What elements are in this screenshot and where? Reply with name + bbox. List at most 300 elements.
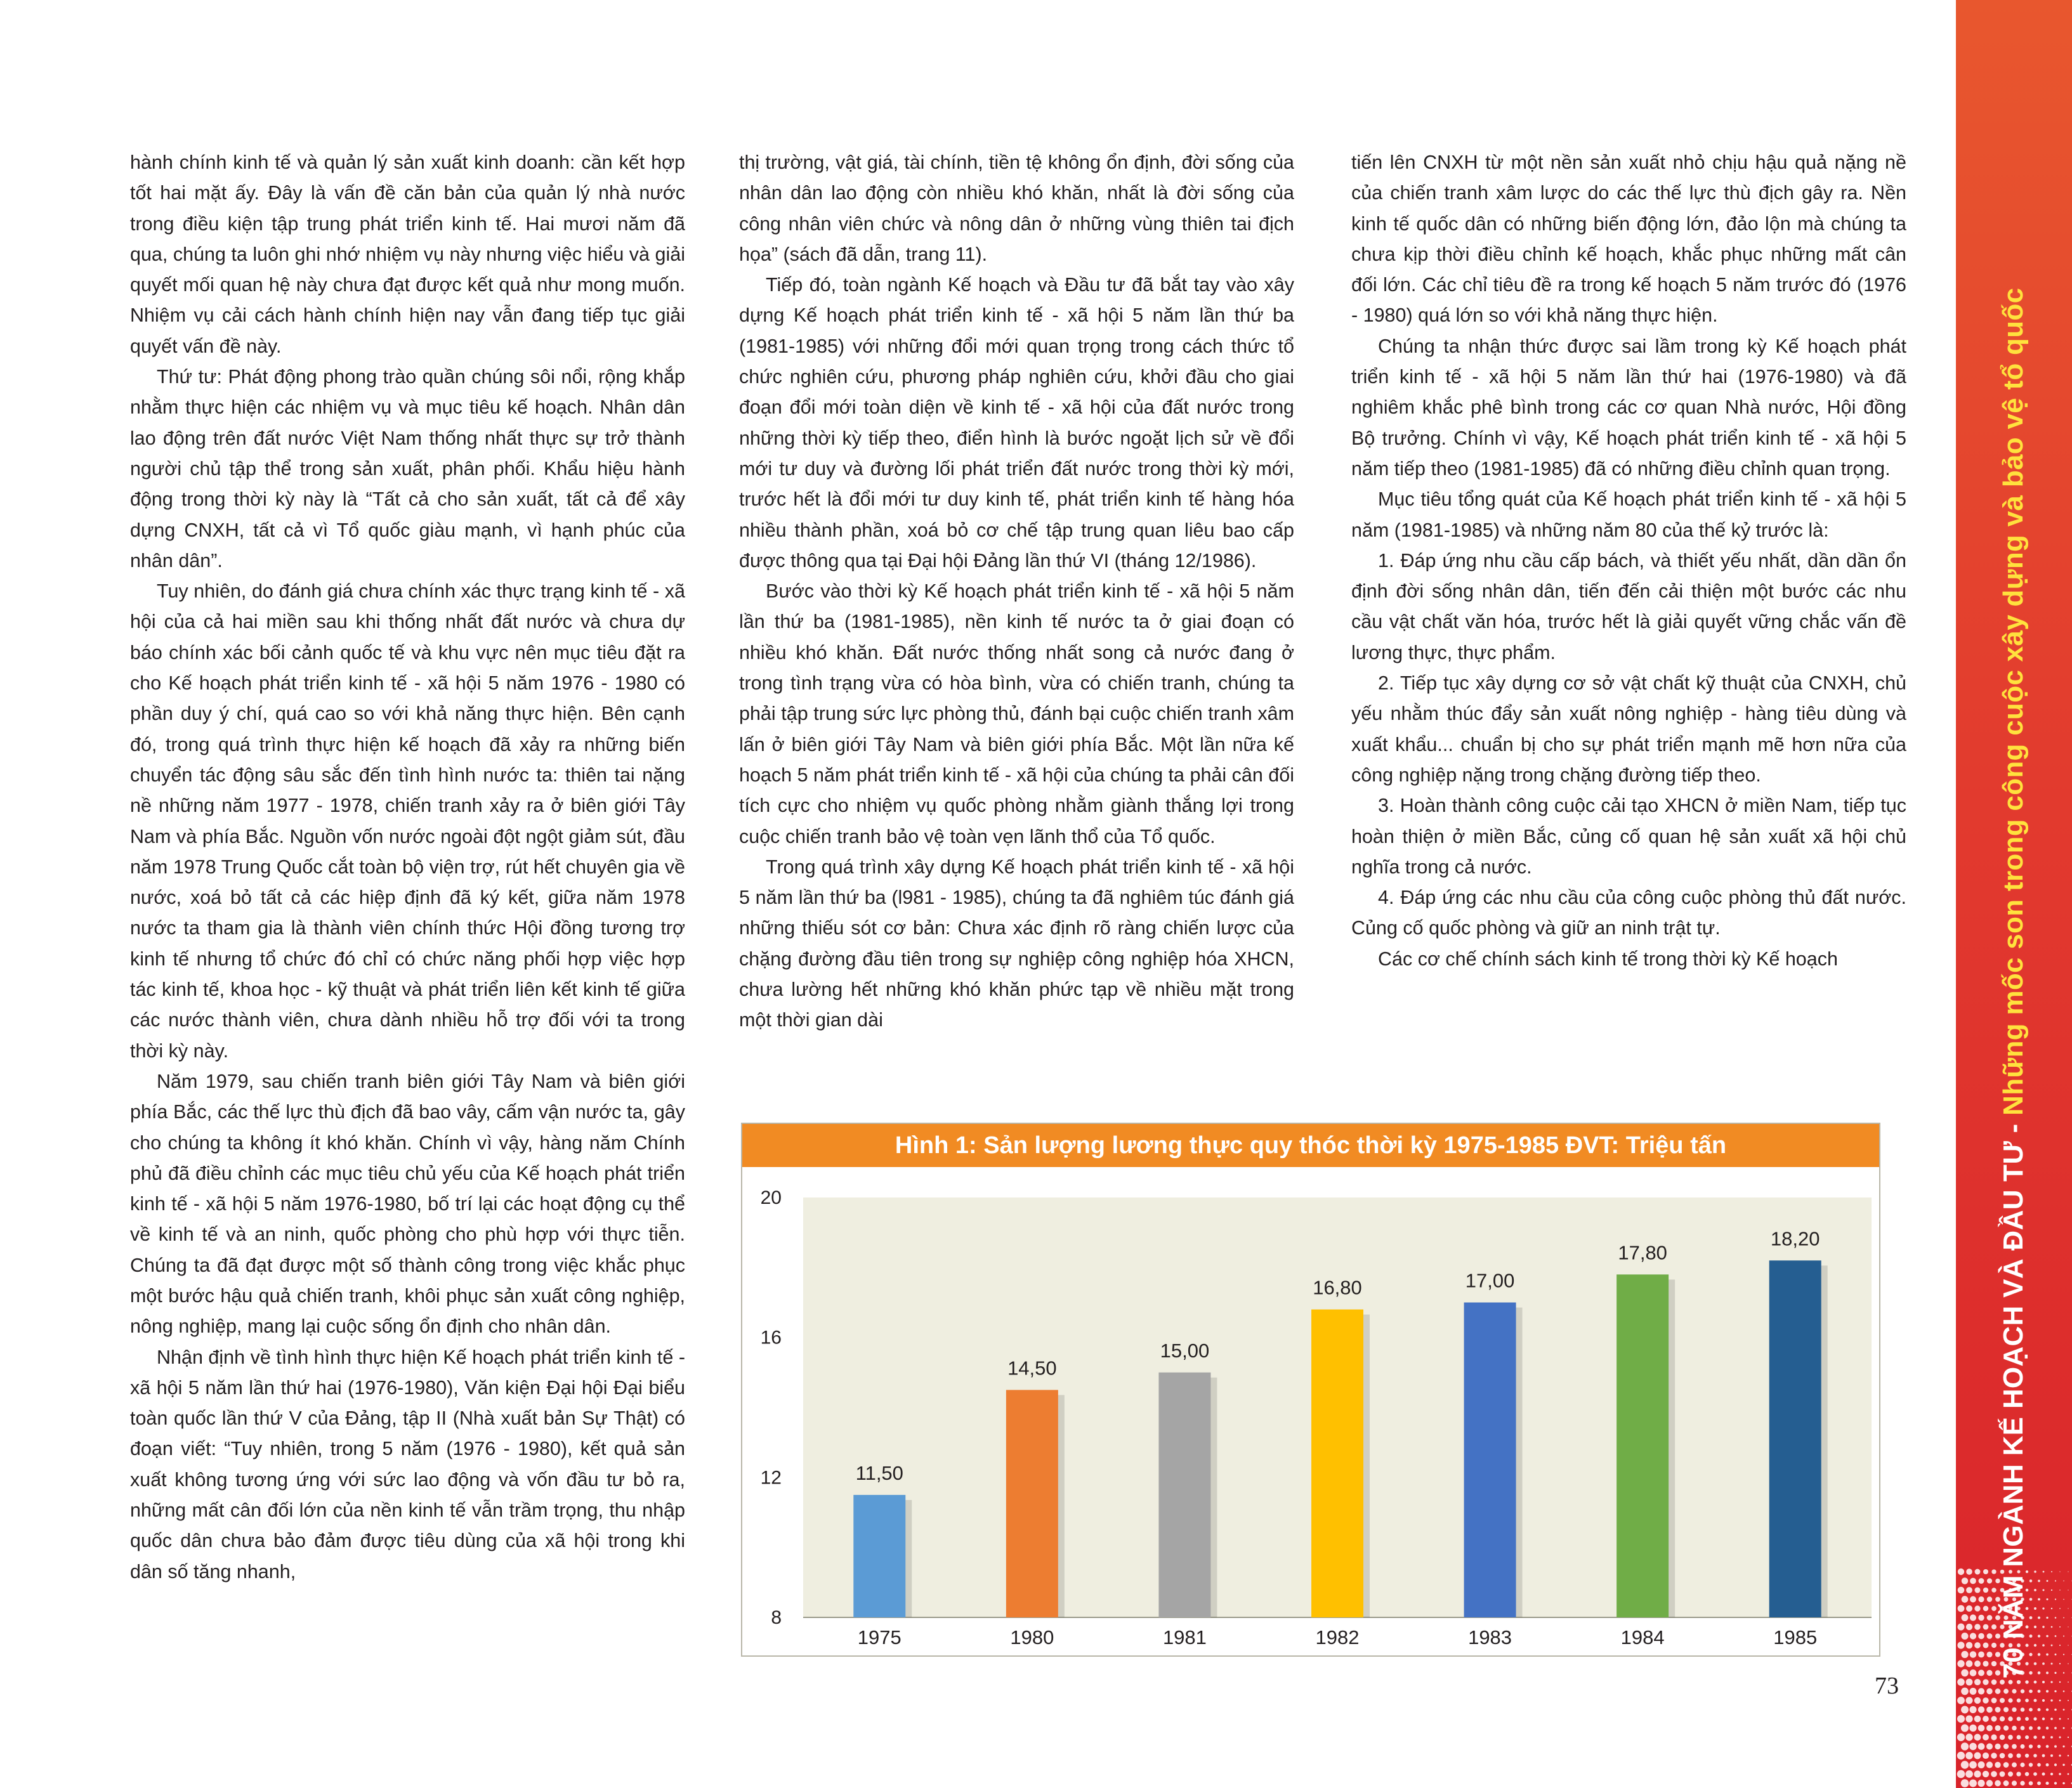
halftone-dot xyxy=(1974,1679,1981,1685)
halftone-dot xyxy=(1969,1706,1976,1713)
halftone-dot xyxy=(1991,1661,1997,1666)
halftone-dot xyxy=(2003,1780,2009,1786)
halftone-dot xyxy=(1978,1743,1985,1750)
halftone-dot xyxy=(1977,1780,1984,1787)
halftone-dot xyxy=(1961,1706,1969,1714)
halftone-dot xyxy=(2046,1708,2049,1711)
halftone-dot xyxy=(1965,1715,1972,1722)
halftone-dot xyxy=(2059,1718,2061,1720)
halftone-dot xyxy=(1983,1771,1989,1777)
halftone-dot xyxy=(2012,1726,2017,1731)
halftone-dot xyxy=(2025,1754,2029,1758)
halftone-dot xyxy=(1991,1624,1997,1629)
halftone-dot xyxy=(1974,1642,1981,1648)
halftone-dot xyxy=(2034,1626,2036,1628)
halftone-dot xyxy=(2050,1773,2053,1775)
halftone-dot xyxy=(1991,1643,1997,1648)
halftone-dot xyxy=(1987,1596,1992,1602)
halftone-dot xyxy=(2059,1754,2061,1756)
text-column-3 xyxy=(1351,147,1906,974)
halftone-dot xyxy=(2050,1718,2053,1720)
halftone-dot xyxy=(2034,1699,2037,1702)
halftone-dot xyxy=(1991,1771,1997,1777)
halftone-dot xyxy=(1983,1624,1989,1630)
halftone-dot xyxy=(1974,1605,1980,1611)
data-label: 15,00 xyxy=(1160,1339,1210,1362)
halftone-dot xyxy=(1965,1752,1973,1759)
paragraph: hành chính kinh tế và quản lý sản xuất kinh doanh: cần kết hợp tốt hai mặt ấy. Đây là vấn đề căn bản của quản lý nhà nước trong điều kiện tập trung phát triển kinh tế. Hai mươi năm đã qua, chúng ta luôn ghi nhớ nhiệm vụ này nhưng việc hiểu và giải quyết mối quan hệ này chưa đạt được kết quả như mong muốn. Nhiệm vụ cải cách hành chính hiện nay vẫn đang tiếp tục giải quyết vấn đề này. xyxy=(130,152,685,357)
bar-1982 xyxy=(1311,1310,1363,1617)
halftone-dot xyxy=(1970,1614,1976,1621)
bar-1983 xyxy=(1464,1303,1516,1618)
halftone-dot xyxy=(1974,1734,1981,1741)
bar-1980 xyxy=(1006,1390,1058,1617)
halftone-dot xyxy=(1991,1734,1997,1740)
halftone-dot xyxy=(2025,1717,2029,1721)
paragraph: Tuy nhiên, do đánh giá chưa chính xác thực trạng kinh tế - xã hội của cả hai miền sau khi thống nhất đất nước và chưa dự báo chính xác bối cảnh quốc tế và khu vực nên mục tiêu đặt ra cho Kế hoạch phát triển kinh tế - xã hội 5 năm 1976 - 1980 có phần duy ý chí, quá cao so với khả năng thực hiện. Bên cạnh đó, trong quá trình thực hiện kế hoạch đã xảy ra những biến chuyển tác động sâu sắc đến tình hình nước ta: thiên tai nặng nề những năm 1977 - 1978, chiến tranh xảy ra ở biên giới Tây Nam và phía Bắc. Nguồn vốn nước ngoài đột ngột giảm sút, đầu năm 1978 Trung Quốc cắt toàn bộ viện trợ, rút hết chuyên gia về nước, xoá bỏ tất cả các hiệp định đã ký kết, giữa năm 1978 nước ta tham gia là thành viên chính thức Hội đồng tương trợ kinh tế nhưng tổ chức đó chỉ có chức năng phối hợp việc hợp tác kinh tế, khoa học - kỹ thuật và phát triển liên kết kinh tế giữa các nước thành viên, chưa dành nhiều hỗ trợ đối với ta trong thời kỳ này. xyxy=(130,580,685,1062)
halftone-dot xyxy=(1970,1651,1977,1658)
halftone-dot xyxy=(1986,1780,1993,1786)
halftone-dot xyxy=(1983,1643,1989,1648)
halftone-dot xyxy=(1986,1670,1992,1676)
halftone-dot xyxy=(2003,1744,2009,1749)
halftone-dot xyxy=(2046,1763,2049,1766)
halftone-dot xyxy=(2047,1580,2049,1582)
halftone-dot xyxy=(2050,1662,2052,1664)
halftone-dot xyxy=(1957,1715,1965,1723)
halftone-dot xyxy=(1970,1578,1976,1584)
halftone-dot xyxy=(2016,1772,2021,1776)
halftone-dot xyxy=(1986,1652,1992,1657)
data-label: 17,00 xyxy=(1465,1269,1515,1292)
halftone-dot xyxy=(1995,1744,2000,1749)
halftone-dot xyxy=(2003,1725,2009,1730)
halftone-dot xyxy=(1957,1641,1964,1648)
halftone-dot xyxy=(2043,1571,2045,1573)
halftone-dot xyxy=(1965,1697,1972,1704)
halftone-dot xyxy=(2055,1635,2057,1637)
bar-1981 xyxy=(1158,1373,1210,1617)
side-title xyxy=(1998,288,2029,1679)
halftone-dot xyxy=(2008,1680,2012,1684)
x-tick-label: 1981 xyxy=(1162,1626,1207,1648)
halftone-dot xyxy=(2016,1753,2021,1758)
y-tick-label: 20 xyxy=(760,1187,782,1208)
halftone-dot xyxy=(1991,1752,1997,1758)
halftone-dot xyxy=(2038,1580,2040,1582)
halftone-dot xyxy=(2025,1772,2029,1777)
halftone-dot xyxy=(1966,1569,1972,1575)
halftone-dot xyxy=(1969,1780,1977,1787)
x-tick-label: 1980 xyxy=(1010,1626,1054,1648)
halftone-dot xyxy=(1991,1680,1997,1685)
halftone-dot xyxy=(1970,1688,1977,1695)
halftone-dot xyxy=(2029,1653,2032,1656)
halftone-dot xyxy=(1991,1698,1997,1704)
halftone-dot xyxy=(2054,1727,2057,1730)
halftone-dot xyxy=(2059,1681,2061,1683)
halftone-dot xyxy=(2055,1580,2056,1581)
halftone-dot xyxy=(1966,1587,1972,1593)
y-tick-label: 16 xyxy=(760,1327,782,1348)
halftone-dot xyxy=(2042,1626,2044,1628)
halftone-dot xyxy=(2042,1644,2045,1647)
halftone-dot xyxy=(1961,1724,1969,1732)
halftone-dot xyxy=(1957,1752,1965,1759)
halftone-dot xyxy=(1983,1752,1989,1759)
halftone-dot xyxy=(1974,1587,1980,1593)
halftone-dot xyxy=(2037,1763,2041,1767)
halftone-dot xyxy=(2037,1745,2040,1748)
halftone-dot xyxy=(2008,1716,2012,1721)
halftone-dot xyxy=(1978,1615,1984,1621)
halftone-dot xyxy=(2033,1754,2037,1758)
x-tick-label: 1985 xyxy=(1773,1626,1818,1648)
halftone-dot xyxy=(2017,1680,2021,1684)
halftone-dot xyxy=(2059,1589,2060,1590)
halftone-dot xyxy=(2034,1681,2037,1684)
halftone-dot xyxy=(2003,1707,2009,1712)
halftone-dot xyxy=(1995,1688,2001,1694)
chart-title: Hình 1: Sản lượng lương thực quy thóc thời kỳ 1975-1985 ĐVT: Triệu tấn xyxy=(742,1124,1879,1167)
halftone-dot xyxy=(1974,1770,1981,1777)
halftone-dot xyxy=(2046,1635,2049,1638)
halftone-dot xyxy=(1995,1725,2000,1731)
halftone-dot xyxy=(2054,1690,2056,1692)
halftone-dot xyxy=(2042,1607,2044,1609)
paragraph: Các cơ chế chính sách kinh tế trong thời kỳ Kế hoạch xyxy=(1378,948,1838,970)
halftone-dot xyxy=(2063,1709,2065,1711)
halftone-dot xyxy=(2059,1571,2060,1572)
halftone-dot xyxy=(2037,1782,2041,1785)
halftone-dot xyxy=(2000,1698,2005,1703)
halftone-dot xyxy=(2051,1589,2052,1591)
halftone-dot xyxy=(1978,1725,1985,1732)
halftone-dot xyxy=(1986,1743,1993,1749)
halftone-dot xyxy=(1983,1569,1988,1574)
bar-chart xyxy=(742,1167,1879,1655)
halftone-dot xyxy=(2059,1663,2061,1664)
halftone-dot xyxy=(2029,1744,2033,1748)
halftone-dot xyxy=(2051,1626,2053,1628)
paragraph: Mục tiêu tổng quát của Kế hoạch phát triển kinh tế - xã hội 5 năm (1981-1985) và những năm 80 của thế kỷ trước là: xyxy=(1351,488,1906,541)
halftone-dot xyxy=(2059,1645,2061,1646)
data-label: 14,50 xyxy=(1007,1357,1057,1380)
halftone-dot xyxy=(1978,1706,1984,1713)
halftone-dot xyxy=(1958,1624,1965,1631)
paragraph: tiến lên CNXH từ một nền sản xuất nhỏ chịu hậu quả nặng nề của chiến tranh xâm lược do các thế lực thù địch gây ra. Nền kinh tế quốc dân có những biến động lớn, đảo lộn mà chúng ta chưa kịp thời điều chỉnh kế hoạch, khắc phục những mất cân đối lớn. Các chỉ tiêu đề ra trong kế hoạch 5 năm trước đó (1976 - 1980) quá lớn so với khả năng thực hiện. xyxy=(1351,152,1906,327)
halftone-dot xyxy=(2029,1579,2032,1582)
halftone-dot xyxy=(2068,1773,2069,1775)
halftone-dot xyxy=(2063,1599,2064,1600)
halftone-dot xyxy=(2020,1781,2024,1785)
halftone-dot xyxy=(1957,1733,1965,1741)
halftone-dot xyxy=(2054,1672,2056,1674)
halftone-dot xyxy=(1961,1688,1969,1695)
halftone-dot xyxy=(2062,1764,2064,1766)
halftone-dot xyxy=(2029,1635,2032,1638)
halftone-dot xyxy=(2055,1617,2057,1619)
x-tick-label: 1983 xyxy=(1468,1626,1512,1648)
halftone-dot xyxy=(1974,1716,1981,1722)
halftone-dot xyxy=(1979,1578,1984,1584)
halftone-dot xyxy=(2033,1772,2037,1776)
halftone-dot xyxy=(2055,1654,2057,1655)
halftone-dot xyxy=(1966,1679,1973,1686)
halftone-dot xyxy=(1991,1588,1997,1593)
halftone-dot xyxy=(2034,1662,2037,1666)
side-title-sub: Những mốc son trong công cuộc xây dựng và bảo vệ tổ quốc xyxy=(1998,287,2029,1116)
paragraph: Năm 1979, sau chiến tranh biên giới Tây Nam và biên giới phía Bắc, các thế lực thù địch đã bao vây, cấm vận nước ta, gây cho chúng ta không ít khó khăn. Chính vì vậy, hàng năm Chính phủ đã điều chỉnh các mục tiêu chủ yếu của Kế hoạch phát triển kinh tế - xã hội 5 năm 1976-1980, bố trí lại các hoạt động cụ thể về kinh tế và an ninh, quốc phòng cho phù hợp với thực tiễn. Chúng ta đã đạt được một số thành công trong việc khắc phục một bước hậu quả chiến tranh, khôi phục sản xuất công nghiệp, nông nghiệp, mang lại cuộc sống ổn định cho nhân dân. xyxy=(130,1070,685,1338)
paragraph: 1. Đáp ứng nhu cầu cấp bách, và thiết yếu nhất, dần dần ổn định đời sống nhân dân, tiến đến cải thiện một bước các nhu cầu vật chất văn hóa, trước hết là giải quyết vững chắc vấn đề lương thực, thực phẩm. xyxy=(1351,549,1906,663)
halftone-dot xyxy=(2050,1699,2052,1701)
halftone-dot xyxy=(2068,1718,2069,1719)
halftone-dot xyxy=(2042,1718,2045,1720)
data-label: 11,50 xyxy=(855,1461,903,1484)
halftone-dot xyxy=(1966,1661,1973,1667)
text-column-2 xyxy=(739,147,1294,1036)
halftone-dot xyxy=(1957,1660,1964,1667)
halftone-dot xyxy=(2017,1735,2021,1740)
halftone-dot xyxy=(2012,1780,2017,1785)
halftone-dot xyxy=(2050,1736,2053,1739)
x-tick-label: 1984 xyxy=(1620,1626,1665,1648)
halftone-dot xyxy=(2017,1699,2021,1702)
halftone-dot xyxy=(2063,1727,2065,1729)
halftone-dot xyxy=(2029,1690,2033,1693)
halftone-dot xyxy=(2063,1690,2065,1692)
halftone-dot xyxy=(2038,1635,2040,1637)
halftone-dot xyxy=(2059,1773,2061,1775)
halftone-dot xyxy=(1957,1678,1965,1686)
halftone-dot xyxy=(2045,1782,2049,1785)
paragraph: 2. Tiếp tục xây dựng cơ sở vật chất kỹ thuật của CNXH, chủ yếu nhằm thúc đẩy sản xuất nông nghiệp - hàng tiêu dùng và xuất khẩu... chuẩn bị cho sự phát triển mạnh mẽ hơn nữa của công nghiệp nặng trong chặng đường tiếp theo. xyxy=(1351,672,1906,786)
halftone-dot xyxy=(2029,1763,2033,1766)
halftone-dot xyxy=(1961,1761,1969,1769)
paragraph: Trong quá trình xây dựng Kế hoạch phát triển kinh tế - xã hội 5 năm lần thứ ba (l981 - 1985), chúng ta đã nghiêm túc đánh giá những thiếu sót cơ bản: Chưa xác định rõ ràng chiến lược của chặng đường đầu tiên trong sự nghiệp công nghiệp hóa XHCN, chưa lường hết những khó khăn phức tạp về nhiều mặt trong một thời gian dài xyxy=(739,856,1294,1031)
halftone-dot xyxy=(1983,1679,1988,1685)
chart-figure xyxy=(741,1123,1880,1657)
halftone-dot xyxy=(1983,1697,1989,1704)
text-column-1 xyxy=(130,147,685,1587)
halftone-dot xyxy=(1974,1661,1981,1667)
halftone-dot xyxy=(2025,1699,2029,1702)
halftone-dot xyxy=(2043,1589,2045,1591)
halftone-dot xyxy=(1995,1780,2001,1787)
halftone-dot xyxy=(1957,1770,1965,1778)
halftone-dot xyxy=(1991,1569,1996,1574)
halftone-dot xyxy=(1986,1761,1993,1768)
halftone-dot xyxy=(1978,1633,1984,1640)
halftone-dot xyxy=(1983,1661,1988,1666)
halftone-dot xyxy=(1991,1606,1997,1611)
paragraph: Bước vào thời kỳ Kế hoạch phát triển kinh tế - xã hội 5 năm lần thứ ba (1981-1985), nền kinh tế nước ta ở giai đoạn có nhiều khó khăn. Đất nước thống nhất song cả nước đang ở trong tình trạng vừa có hòa bình, vừa có chiến tranh, chúng ta phải tập trung sức lực phòng thủ, đánh bại cuộc chiến tranh xâm lấn ở biên giới Tây Nam và biên giới phía Bắc. Một lần nữa kế hoạch 5 năm phát triển kinh tế - xã hội của chúng ta phải cân đối tích cực cho nhiệm vụ quốc phòng nhằm giành thắng lợi trong cuộc chiến tranh bảo vệ toàn vẹn lãnh thổ của Tổ quốc. xyxy=(739,580,1294,847)
halftone-dot xyxy=(1961,1779,1969,1787)
halftone-dot xyxy=(2059,1700,2061,1702)
paragraph: thị trường, vật giá, tài chính, tiền tệ không ổn định, đời sống của nhân dân lao động còn nhiều khó khăn, nhất là đời sống của công nhân viên chức và nông dân ở những vùng thiên tai địch họa” (sách đã dẫn, trang 11). xyxy=(739,152,1294,265)
halftone-dot xyxy=(2038,1653,2040,1655)
halftone-dot xyxy=(1978,1652,1984,1658)
halftone-dot xyxy=(2000,1716,2005,1721)
halftone-dot xyxy=(2012,1707,2016,1712)
paragraph: 3. Hoàn thành công cuộc cải tạo XHCN ở miền Nam, tiếp tục hoàn thiện ở miền Bắc, củng cố quan hệ sản xuất xã hội chủ nghĩa trong cả nước. xyxy=(1351,795,1906,878)
halftone-dot xyxy=(1986,1707,1993,1713)
halftone-dot xyxy=(2068,1681,2069,1683)
halftone-dot xyxy=(2059,1626,2061,1628)
halftone-dot xyxy=(2033,1735,2036,1739)
halftone-dot xyxy=(2042,1754,2045,1758)
paragraph: 4. Đáp ứng các nhu cầu của công cuộc phòng thủ đất nước. Củng cố quốc phòng và giữ an ninh trật tự. xyxy=(1351,887,1906,939)
halftone-dot xyxy=(2008,1772,2013,1777)
halftone-dot xyxy=(2021,1726,2025,1730)
halftone-dot xyxy=(2068,1755,2069,1757)
halftone-dot xyxy=(1970,1633,1976,1639)
x-tick-label: 1975 xyxy=(857,1626,902,1648)
page-number: 73 xyxy=(1875,1673,1899,1699)
halftone-dot xyxy=(1969,1725,1976,1732)
halftone-dot xyxy=(1991,1716,1997,1722)
halftone-dot xyxy=(2050,1754,2053,1757)
halftone-dot xyxy=(2029,1708,2033,1712)
data-label: 16,80 xyxy=(1313,1276,1362,1299)
halftone-dot xyxy=(1961,1633,1968,1640)
halftone-dot xyxy=(2008,1753,2013,1758)
halftone-dot xyxy=(2051,1645,2053,1647)
halftone-dot xyxy=(1970,1596,1976,1603)
data-label: 18,20 xyxy=(1770,1227,1820,1250)
halftone-dot xyxy=(2003,1762,2009,1768)
halftone-dot xyxy=(1962,1577,1969,1584)
halftone-dot xyxy=(1969,1761,1977,1769)
halftone-dot xyxy=(2008,1735,2013,1740)
halftone-dot xyxy=(1986,1725,1993,1732)
halftone-dot xyxy=(2034,1644,2036,1647)
halftone-dot xyxy=(2042,1662,2045,1665)
halftone-dot xyxy=(2062,1746,2064,1747)
paragraph: Nhận định về tình hình thực hiện Kế hoạch phát triển kinh tế - xã hội 5 năm lần thứ hai (1976-1980), Văn kiện Đại hội Đại biểu toàn quốc lần thứ V của Đảng, tập II (Nhà xuất bản Sự Thật) có đoạn viết: “Tuy nhiên, trong 5 năm (1976 - 1980), kết quả sản xuất không tương ứng với sức lao động và vốn đầu tư bỏ ra, những mất cân đối lớn của nền kinh tế vẫn trầm trọng, thu nhập quốc dân chưa bảo đảm được tiêu dùng của xã hội trong khi dân số tăng nhanh, xyxy=(130,1346,685,1582)
halftone-dot xyxy=(2021,1744,2025,1749)
halftone-dot xyxy=(2025,1735,2029,1739)
halftone-dot xyxy=(2003,1689,2009,1694)
y-tick-label: 12 xyxy=(760,1467,782,1489)
halftone-dot xyxy=(1995,1762,2000,1768)
halftone-dot xyxy=(2033,1717,2036,1720)
halftone-dot xyxy=(2034,1589,2036,1591)
halftone-dot xyxy=(2037,1708,2040,1711)
halftone-dot xyxy=(2038,1690,2041,1693)
halftone-dot xyxy=(2051,1571,2052,1572)
halftone-dot xyxy=(1961,1669,1969,1677)
halftone-dot xyxy=(2046,1690,2049,1692)
halftone-dot xyxy=(2042,1736,2045,1739)
halftone-dot xyxy=(1961,1651,1968,1658)
halftone-dot xyxy=(2068,1700,2069,1701)
halftone-dot xyxy=(1978,1670,1984,1676)
halftone-dot xyxy=(1983,1588,1988,1593)
halftone-dot xyxy=(1958,1569,1964,1575)
halftone-dot xyxy=(2025,1680,2029,1684)
halftone-dot xyxy=(1962,1614,1969,1621)
halftone-dot xyxy=(2059,1608,2061,1609)
paragraph: Chúng ta nhận thức được sai lầm trong kỳ Kế hoạch phát triển kinh tế - xã hội 5 năm lần thứ hai (1976-1980) và đã nghiêm khắc phê bình trong các cơ quan Nhà nước, Hội đồng Bộ trưởng. Chính vì vậy, Kế hoạch phát triển kinh tế - xã hội 5 năm tiếp theo (1981-1985) đã có những điều chỉnh quan trọng. xyxy=(1351,335,1906,480)
halftone-dot xyxy=(2042,1681,2045,1683)
halftone-dot xyxy=(1978,1596,1984,1602)
halftone-dot xyxy=(1970,1669,1977,1676)
halftone-dot xyxy=(2034,1570,2036,1573)
halftone-dot xyxy=(2054,1746,2057,1748)
halftone-dot xyxy=(1987,1633,1993,1639)
halftone-dot xyxy=(1995,1707,2001,1713)
paragraph: Thứ tư: Phát động phong trào quần chúng sôi nổi, rộng khắp nhằm thực hiện các nhiệm vụ và mục tiêu kế hoạch. Nhân dân lao động trên đất nước Việt Nam thống nhất thực sự trở thành người chủ tập thể trong sản xuất, phân phối. Khẩu hiệu hành động trong thời kỳ này là “Tất cả cho sản xuất, tất cả để xây dựng CNXH, tất cả vì Tổ quốc giàu mạnh, vì hạnh phúc của nhân dân”. xyxy=(130,366,685,571)
halftone-dot xyxy=(1965,1770,1973,1778)
halftone-dot xyxy=(1958,1587,1965,1594)
halftone-dot xyxy=(1987,1615,1993,1621)
halftone-dot xyxy=(2046,1617,2048,1619)
halftone-dot xyxy=(2063,1672,2064,1673)
halftone-dot xyxy=(2000,1753,2005,1759)
halftone-dot xyxy=(2063,1617,2064,1619)
halftone-dot xyxy=(1965,1733,1972,1740)
halftone-dot xyxy=(2051,1608,2052,1609)
halftone-dot xyxy=(2021,1707,2025,1712)
halftone-dot xyxy=(2068,1663,2069,1664)
halftone-dot xyxy=(2046,1672,2049,1674)
halftone-dot xyxy=(2062,1782,2065,1785)
halftone-dot xyxy=(1974,1697,1981,1704)
halftone-dot xyxy=(2020,1763,2024,1767)
halftone-dot xyxy=(1987,1578,1992,1583)
halftone-dot xyxy=(2054,1782,2057,1784)
halftone-dot xyxy=(2029,1616,2033,1619)
halftone-dot xyxy=(1962,1596,1969,1603)
halftone-dot xyxy=(2054,1763,2057,1766)
bar-1975 xyxy=(853,1495,905,1617)
bar-1985 xyxy=(1769,1260,1821,1617)
halftone-dot xyxy=(2046,1726,2049,1730)
halftone-dot xyxy=(1969,1743,1977,1751)
halftone-dot xyxy=(1966,1642,1972,1648)
halftone-dot xyxy=(1983,1606,1989,1612)
x-tick-label: 1982 xyxy=(1315,1626,1360,1648)
halftone-dot xyxy=(1983,1734,1989,1740)
halftone-dot xyxy=(2029,1598,2033,1601)
halftone-dot xyxy=(2029,1781,2033,1785)
halftone-dot xyxy=(2063,1654,2064,1655)
paragraph: Tiếp đó, toàn ngành Kế hoạch và Đầu tư đã bắt tay vào xây dựng Kế hoạch phát triển kinh tế - xã hội 5 năm lần thứ ba (1981-1985) với những đổi mới quan trọng trong cách thức tổ chức nghiên cứu, phương pháp nghiên cứu, khởi đầu cho giai đoạn đổi mới toàn diện về kinh tế - xã hội của đất nước trong những thời kỳ tiếp theo, điển hình là bước ngoặt lịch sử về đổi mới tư duy và đường lối phát triển đất nước trong thời kỳ mới, trước hết là đổi mới tư duy kinh tế, phát triển kinh tế hàng hóa nhiều thành phần, xoá bỏ cơ chế tập trung quan liêu bao cấp được thông qua tại Đại hội Đảng lần thứ VI (tháng 12/1986). xyxy=(739,274,1294,571)
halftone-dot xyxy=(2038,1671,2041,1674)
halftone-dot xyxy=(1957,1697,1965,1704)
halftone-dot xyxy=(2038,1616,2040,1619)
halftone-dot xyxy=(1961,1742,1969,1750)
halftone-dot xyxy=(2012,1689,2016,1693)
halftone-dot xyxy=(1978,1761,1985,1768)
halftone-dot xyxy=(1986,1688,1992,1694)
halftone-dot xyxy=(2059,1736,2061,1738)
halftone-dot xyxy=(1978,1688,1984,1694)
data-label: 17,80 xyxy=(1618,1241,1667,1264)
halftone-dot xyxy=(2012,1744,2017,1749)
halftone-dot xyxy=(1974,1624,1980,1629)
halftone-dot xyxy=(2063,1636,2064,1637)
halftone-dot xyxy=(2068,1737,2069,1738)
side-title-main: 70 NĂM NGÀNH KẾ HOẠCH VÀ ĐẦU TƯ - xyxy=(1998,1115,2029,1679)
halftone-dot xyxy=(2029,1726,2033,1730)
halftone-dot xyxy=(2054,1709,2057,1711)
y-tick-label: 8 xyxy=(771,1607,782,1628)
halftone-dot xyxy=(1975,1569,1981,1575)
halftone-dot xyxy=(1958,1605,1965,1612)
halftone-dot xyxy=(2055,1598,2056,1600)
